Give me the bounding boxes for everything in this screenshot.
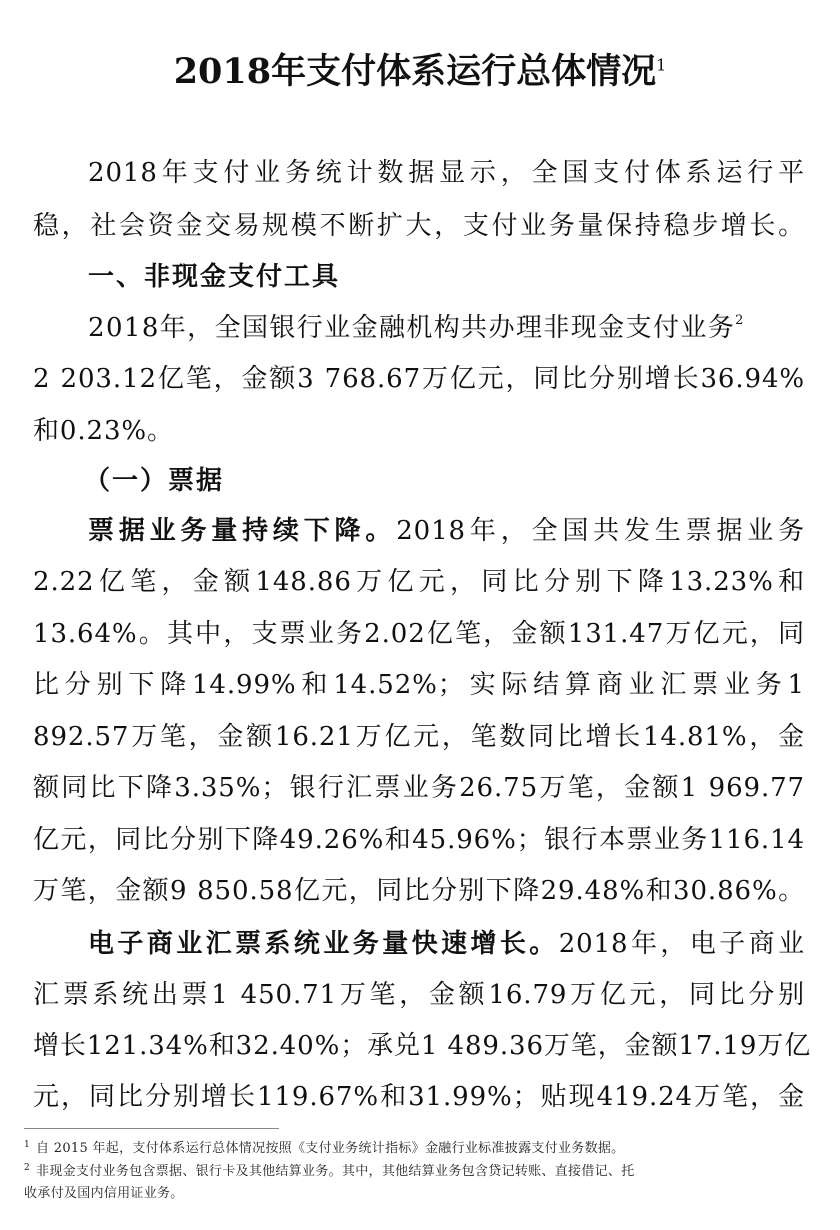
footnote-1-mark: 1 [24,1140,31,1150]
intro-line-1: 2018年支付业务统计数据显示，全国支付体系运行平 [88,158,805,188]
edraft-para-line-1 [88,929,805,959]
page-title [0,44,840,94]
bills-para-line-8: 万笔，金额9 850.58亿元，同比分别下降29.48%和30.86%。 [33,876,805,906]
section-heading-noncash: 一、非现金支付工具 [88,262,341,292]
edraft-para-lead: 电子商业汇票系统业务量快速增长。 [88,929,559,959]
section1-line-1-text: 2018年，全国银行业金融机构共办理非现金支付业务 [88,313,736,343]
bills-para-line-1 [88,516,805,546]
bills-para-line-3: 13.64%。其中，支票业务2.02亿笔，金额131.47万亿元，同 [33,619,805,649]
bills-para-line-1-text: 2018年，全国共发生票据业务 [396,516,805,546]
bills-para-line-7: 亿元，同比分别下降49.26%和45.96%；银行本票业务116.14 [33,825,805,855]
section1-line-2: 2 203.12亿笔，金额3 768.67万亿元，同比分别增长36.94% [33,364,805,394]
footnote-1 [24,1140,814,1158]
section1-line-3: 和0.23%。 [33,416,174,446]
title-footnote-mark: 1 [656,55,667,75]
footnote-ref-2: 2 [735,313,745,328]
edraft-para-line-3: 增长121.34%和32.40%；承兑1 489.36万笔，金额17.19万亿 [33,1031,812,1061]
bills-para-line-4: 比分别下降14.99%和14.52%；实际结算商业汇票业务1 [33,670,805,700]
title-text: 2018年支付体系运行总体情况 [173,51,657,92]
subsection-heading-bills: （一）票据 [84,466,225,496]
intro-line-2: 稳，社会资金交易规模不断扩大，支付业务量保持稳步增长。 [33,211,805,241]
bills-para-lead: 票据业务量持续下降。 [88,516,397,546]
footnote-2 [24,1163,814,1181]
footnote-2-continuation: 收承付及国内信用证业务。 [24,1186,184,1201]
edraft-para-line-4: 元，同比分别增长119.67%和31.99%；贴现419.24万笔，金 [33,1082,805,1112]
bills-para-line-5: 892.57万笔，金额16.21万亿元，笔数同比增长14.81%，金 [33,722,805,752]
footnote-divider [24,1128,279,1129]
edraft-para-line-1-text: 2018年，电子商业 [558,929,806,959]
footnote-2-text-line-1: 非现金支付业务包含票据、银行卡及其他结算业务。其中，其他结算业务包含贷记转账、直接借记、托 [36,1164,635,1179]
footnote-1-text: 自 2015 年起，支付体系运行总体情况按照《支付业务统计指标》金融行业标准披露支付业务数据。 [36,1141,625,1156]
edraft-para-line-2: 汇票系统出票1 450.71万笔，金额16.79万亿元，同比分别 [33,980,805,1010]
footnote-2-mark: 2 [24,1163,31,1173]
bills-para-line-2: 2.22亿笔，金额148.86万亿元，同比分别下降13.23%和 [33,567,805,597]
section1-line-1 [88,313,805,343]
bills-para-line-6: 额同比下降3.35%；银行汇票业务26.75万笔，金额1 969.77 [33,773,805,803]
